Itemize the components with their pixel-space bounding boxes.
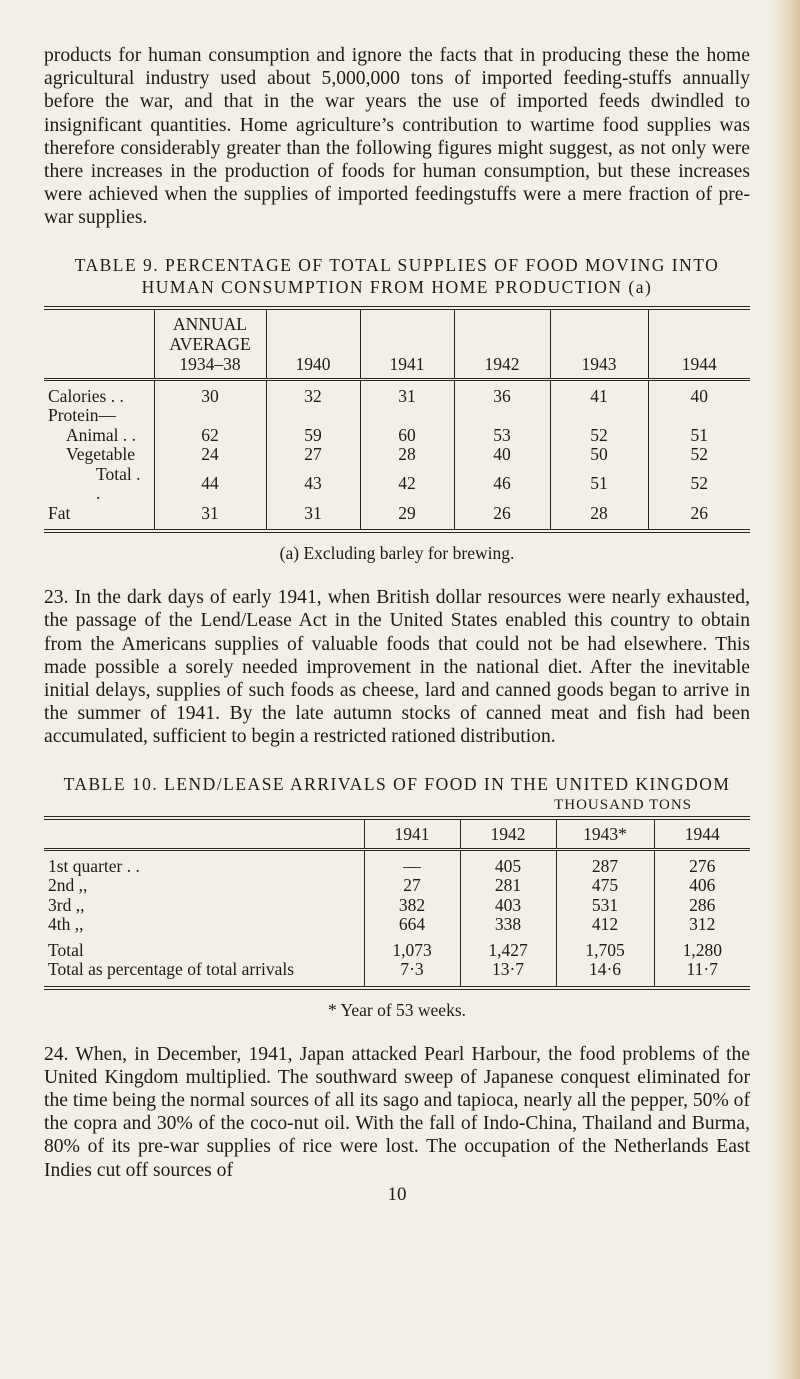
table-cell: 406 — [654, 876, 750, 896]
row-label: Total — [48, 939, 84, 960]
table-cell: 475 — [556, 876, 654, 896]
table-cell: 42 — [360, 465, 454, 504]
table-cell: 52 — [550, 426, 648, 446]
table-row — [44, 876, 750, 896]
paragraph-2: 23. In the dark days of early 1941, when British dollar resources were nearly exhausted, the passage of the Lend/Lease Act in the United States enabled this country to obtain from the Americans supplies of valuable foods that could not be had elsewhere. This made possible a sorely needed improvement in the national diet. After the inevitable initial delays, supplies of such foods as cheese, lard and canned goods began to arrive in the summer of 1941. By the late autumn stocks of canned meat and fish had been accumulated, sufficient to begin a restricted rationed distribution. — [44, 587, 750, 748]
table-9-stub-header — [44, 310, 154, 380]
table-10-frame — [44, 816, 750, 990]
table-row — [44, 465, 750, 504]
table-10 — [44, 820, 750, 986]
table-9-title-line-2: HUMAN CONSUMPTION FROM HOME PRODUCTION (a) — [141, 276, 653, 297]
table-cell: 36 — [454, 387, 550, 407]
table-cell: 29 — [360, 504, 454, 524]
table-cell — [360, 406, 454, 426]
table-cell: 287 — [556, 857, 654, 877]
table-cell: 40 — [648, 387, 750, 407]
table-cell: — — [364, 857, 460, 877]
table-cell: 30 — [154, 387, 266, 407]
table-row — [44, 445, 750, 465]
table-cell: 40 — [454, 445, 550, 465]
table-cell: 51 — [648, 426, 750, 446]
row-label: 2nd ,, — [48, 875, 88, 896]
table-row — [44, 896, 750, 916]
table-cell: 14·6 — [556, 960, 654, 980]
table-cell: 286 — [654, 896, 750, 916]
table-9-col-header: 1941 — [360, 310, 454, 380]
table-10-unit: THOUSAND TONS — [554, 796, 692, 813]
table-cell — [648, 406, 750, 426]
table-9-frame — [44, 306, 750, 534]
table-row — [44, 941, 750, 961]
row-label: 3rd ,, — [48, 894, 85, 915]
table-row — [44, 426, 750, 446]
table-cell: 43 — [266, 465, 360, 504]
table-cell: 41 — [550, 387, 648, 407]
table-row — [44, 504, 750, 524]
table-10-title: TABLE 10. LEND/LEASE ARRIVALS OF FOOD IN THE UNITED KINGDOM — [63, 773, 731, 794]
table-cell: 31 — [154, 504, 266, 524]
table-row — [44, 406, 750, 426]
table-cell — [550, 406, 648, 426]
table-9-col-header: 1944 — [648, 310, 750, 380]
page-content — [44, 44, 750, 1206]
table-cell: 52 — [648, 465, 750, 504]
row-label: Animal . . — [66, 424, 136, 445]
table-cell — [154, 406, 266, 426]
table-cell: 382 — [364, 896, 460, 916]
table-row — [44, 915, 750, 935]
page-edge — [770, 0, 800, 1379]
table-cell: 412 — [556, 915, 654, 935]
table-row — [44, 857, 750, 877]
table-cell: 1,705 — [556, 941, 654, 961]
table-9-footnote: (a) Excluding barley for brewing. — [279, 543, 515, 564]
row-label: Protein— — [48, 405, 117, 426]
table-cell: 53 — [454, 426, 550, 446]
table-9-header-row — [44, 310, 750, 380]
table-cell: 1,073 — [364, 941, 460, 961]
table-9-col-header: 1942 — [454, 310, 550, 380]
table-cell: 26 — [454, 504, 550, 524]
row-label: Total . . — [96, 463, 141, 504]
table-cell: 312 — [654, 915, 750, 935]
paragraph-3: 24. When, in December, 1941, Japan attacked Pearl Harbour, the food problems of the United Kingdom multiplied. The southward sweep of Japanese conquest eliminated for the time being the normal sources of all its sago and tapioca, nearly all the pepper, 50% of the copra and 30% of the coco-nut oil. With the fall of Indo-China, Thailand and Burma, 80% of its pre-war supplies of rice were lost. The occupation of the Netherlands East Indies cut off sources of — [44, 1043, 750, 1181]
table-cell: 338 — [460, 915, 556, 935]
table-9-col-header: 1943 — [550, 310, 648, 380]
row-label: 1st quarter . . — [48, 855, 140, 876]
table-10-stub-header — [44, 820, 364, 850]
table-cell: 31 — [360, 387, 454, 407]
table-cell: 13·7 — [460, 960, 556, 980]
table-cell: 28 — [360, 445, 454, 465]
table-cell: 7·3 — [364, 960, 460, 980]
table-10-footnote: * Year of 53 weeks. — [327, 999, 467, 1020]
row-label: Fat — [48, 502, 71, 523]
table-cell: 62 — [154, 426, 266, 446]
table-cell: 32 — [266, 387, 360, 407]
table-9-title-line-1: TABLE 9. PERCENTAGE OF TOTAL SUPPLIES OF FOOD MOVING INTO — [74, 254, 720, 275]
table-cell: 531 — [556, 896, 654, 916]
table-cell: 31 — [266, 504, 360, 524]
table-10-col-header: 1941 — [364, 820, 460, 850]
table-row — [44, 387, 750, 407]
row-label: Vegetable — [66, 444, 135, 465]
table-cell: 44 — [154, 465, 266, 504]
table-10-header-row — [44, 820, 750, 850]
table-cell: 26 — [648, 504, 750, 524]
row-label: Total as percentage of total arrivals — [48, 959, 295, 980]
table-cell: 60 — [360, 426, 454, 446]
table-cell: 46 — [454, 465, 550, 504]
table-cell: 664 — [364, 915, 460, 935]
table-cell: 403 — [460, 896, 556, 916]
table-cell: 281 — [460, 876, 556, 896]
table-row — [44, 960, 750, 980]
table-cell: 28 — [550, 504, 648, 524]
table-10-col-header: 1944 — [654, 820, 750, 850]
table-cell — [454, 406, 550, 426]
table-10-col-header: 1942 — [460, 820, 556, 850]
table-cell: 276 — [654, 857, 750, 877]
table-cell: 1,280 — [654, 941, 750, 961]
table-cell: 24 — [154, 445, 266, 465]
table-cell: 59 — [266, 426, 360, 446]
row-label: Calories . . — [48, 385, 124, 406]
table-cell: 405 — [460, 857, 556, 877]
page-number: 10 — [387, 1183, 407, 1205]
table-cell: 11·7 — [654, 960, 750, 980]
paragraph-1: products for human consumption and ignore the facts that in producing these the home agricultural industry used about 5,000,000 tons of imported feeding-stuffs annually before the war, and that in the war years the use of imported feeds dwindled to insignificant quantities. Home agriculture’s contribution to wartime food supplies was therefore considerably greater than the following figures might suggest, as not only were there increases in the production of foods for human consumption, but these increases were achieved when the supplies of imported feedingstuffs were a mere fraction of pre-war supplies. — [44, 45, 750, 229]
row-label: 4th ,, — [48, 914, 84, 935]
table-cell: 50 — [550, 445, 648, 465]
table-cell: 51 — [550, 465, 648, 504]
table-cell: 1,427 — [460, 941, 556, 961]
table-10-col-header: 1943* — [556, 820, 654, 850]
table-9-col-header: ANNUAL AVERAGE 1934–38 — [154, 310, 266, 380]
table-cell: 27 — [266, 445, 360, 465]
table-9-title — [44, 254, 750, 298]
table-cell: 27 — [364, 876, 460, 896]
table-9-col-header: 1940 — [266, 310, 360, 380]
table-cell: 52 — [648, 445, 750, 465]
table-cell — [266, 406, 360, 426]
table-9 — [44, 310, 750, 530]
